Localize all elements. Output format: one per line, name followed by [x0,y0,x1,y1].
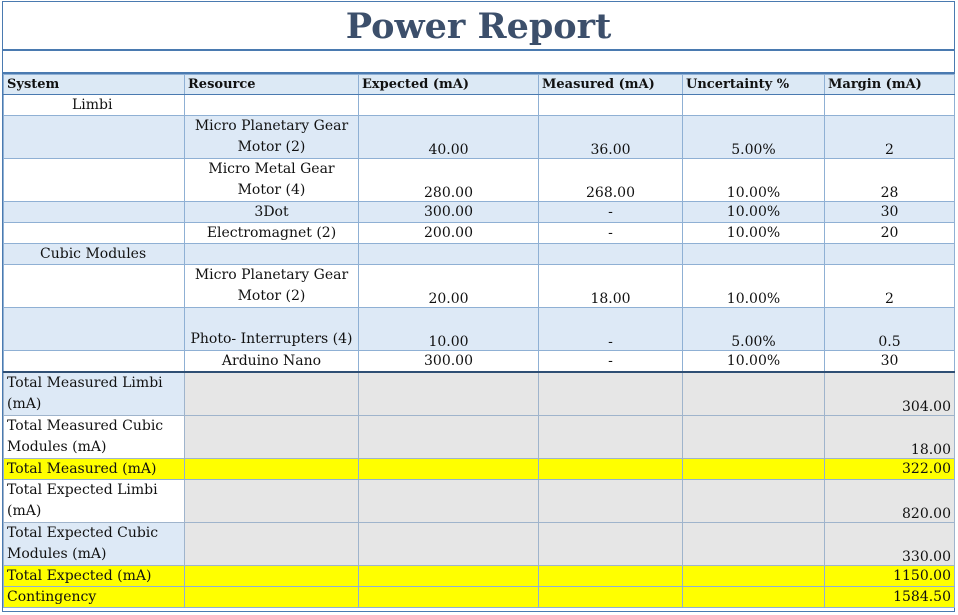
uncertainty-cell[interactable]: 10.00% [683,351,825,373]
resource-cell[interactable]: Electromagnet (2) [185,223,359,244]
contingency-row [4,587,955,608]
cell[interactable] [359,372,539,416]
total-value[interactable]: 820.00 [825,480,955,523]
total-value[interactable]: 304.00 [825,372,955,416]
total-row [4,416,955,459]
spreadsheet [2,1,955,612]
table-row [4,159,955,202]
margin-cell[interactable]: 30 [825,202,955,223]
cell[interactable] [359,523,539,566]
total-row [4,372,955,416]
measured-cell[interactable]: 18.00 [539,265,683,308]
cell[interactable] [825,95,955,116]
uncertainty-cell[interactable]: 5.00% [683,116,825,159]
group-label-limbi[interactable]: Limbi [4,95,185,116]
cell[interactable] [683,244,825,265]
expected-cell[interactable]: 300.00 [359,351,539,373]
measured-cell[interactable]: 268.00 [539,159,683,202]
total-value[interactable]: 1150.00 [825,566,955,587]
uncertainty-cell[interactable]: 10.00% [683,223,825,244]
total-value[interactable]: 322.00 [825,459,955,480]
total-label[interactable]: Total Expected Limbi (mA) [4,480,185,523]
total-label[interactable]: Total Measured Cubic Modules (mA) [4,416,185,459]
cell[interactable] [539,372,683,416]
cell[interactable] [185,566,359,587]
cell[interactable] [4,159,185,202]
cell[interactable] [539,459,683,480]
margin-cell[interactable]: 28 [825,159,955,202]
cell[interactable] [4,308,185,351]
report-title: Power Report [3,2,954,51]
table-row [4,308,955,351]
total-value[interactable]: 330.00 [825,523,955,566]
cell[interactable] [185,372,359,416]
measured-cell[interactable]: - [539,308,683,351]
total-label[interactable]: Total Measured (mA) [4,459,185,480]
cell[interactable] [4,223,185,244]
cell[interactable] [359,416,539,459]
cell[interactable] [539,95,683,116]
total-expected-row [4,566,955,587]
uncertainty-cell[interactable]: 10.00% [683,202,825,223]
cell[interactable] [185,95,359,116]
cell[interactable] [359,459,539,480]
header-system[interactable]: System [4,75,185,95]
margin-cell[interactable]: 20 [825,223,955,244]
cell[interactable] [359,244,539,265]
uncertainty-cell[interactable]: 10.00% [683,265,825,308]
total-label[interactable]: Total Expected (mA) [4,566,185,587]
cell[interactable] [683,372,825,416]
cell[interactable] [359,587,539,608]
margin-cell[interactable]: 30 [825,351,955,373]
cell[interactable] [185,480,359,523]
margin-cell[interactable]: 0.5 [825,308,955,351]
resource-cell[interactable]: Photo- Interrupters (4) [185,308,359,351]
group-label-cubic-modules[interactable]: Cubic Modules [4,244,185,265]
cell[interactable] [539,480,683,523]
expected-cell[interactable]: 40.00 [359,116,539,159]
expected-cell[interactable]: 280.00 [359,159,539,202]
resource-cell[interactable]: Arduino Nano [185,351,359,373]
group-row [4,244,955,265]
cell[interactable] [683,587,825,608]
cell[interactable] [185,416,359,459]
total-row [4,523,955,566]
total-label[interactable]: Total Expected Cubic Modules (mA) [4,523,185,566]
cell[interactable] [683,459,825,480]
header-measured[interactable]: Measured (mA) [539,75,683,95]
resource-cell[interactable]: Micro Planetary Gear Motor (2) [185,116,359,159]
cell[interactable] [683,523,825,566]
cell[interactable] [539,416,683,459]
uncertainty-cell[interactable]: 5.00% [683,308,825,351]
cell[interactable] [4,202,185,223]
expected-cell[interactable]: 10.00 [359,308,539,351]
header-row [4,75,955,95]
measured-cell[interactable]: - [539,223,683,244]
cell[interactable] [539,244,683,265]
group-row [4,95,955,116]
header-resource[interactable]: Resource [185,75,359,95]
total-value[interactable]: 1584.50 [825,587,955,608]
cell[interactable] [185,523,359,566]
cell[interactable] [359,480,539,523]
spacer-row[interactable] [3,51,954,74]
expected-cell[interactable]: 200.00 [359,223,539,244]
resource-cell[interactable]: Micro Metal Gear Motor (4) [185,159,359,202]
total-label[interactable]: Contingency [4,587,185,608]
total-row [4,480,955,523]
measured-cell[interactable]: - [539,351,683,373]
margin-cell[interactable]: 2 [825,265,955,308]
resource-cell[interactable]: Micro Planetary Gear Motor (2) [185,265,359,308]
uncertainty-cell[interactable]: 10.00% [683,159,825,202]
total-label[interactable]: Total Measured Limbi (mA) [4,372,185,416]
cell[interactable] [539,587,683,608]
header-uncertainty[interactable]: Uncertainty % [683,75,825,95]
expected-cell[interactable]: 20.00 [359,265,539,308]
cell[interactable] [683,480,825,523]
cell[interactable] [185,459,359,480]
cell[interactable] [683,566,825,587]
cell[interactable] [185,244,359,265]
cell[interactable] [683,95,825,116]
table-row [4,202,955,223]
expected-cell[interactable]: 300.00 [359,202,539,223]
measured-cell[interactable]: - [539,202,683,223]
table-row [4,265,955,308]
power-table [3,74,955,608]
total-measured-row [4,459,955,480]
cell[interactable] [4,351,185,373]
table-row [4,223,955,244]
measured-cell[interactable]: 36.00 [539,116,683,159]
table-row [4,351,955,373]
total-value[interactable]: 18.00 [825,416,955,459]
cell[interactable] [185,587,359,608]
cell[interactable] [359,566,539,587]
cell[interactable] [683,416,825,459]
resource-cell[interactable]: 3Dot [185,202,359,223]
margin-cell[interactable]: 2 [825,116,955,159]
cell[interactable] [539,523,683,566]
header-margin[interactable]: Margin (mA) [825,75,955,95]
table-row [4,116,955,159]
cell[interactable] [4,116,185,159]
header-expected[interactable]: Expected (mA) [359,75,539,95]
cell[interactable] [539,566,683,587]
cell[interactable] [359,95,539,116]
cell[interactable] [4,265,185,308]
cell[interactable] [825,244,955,265]
